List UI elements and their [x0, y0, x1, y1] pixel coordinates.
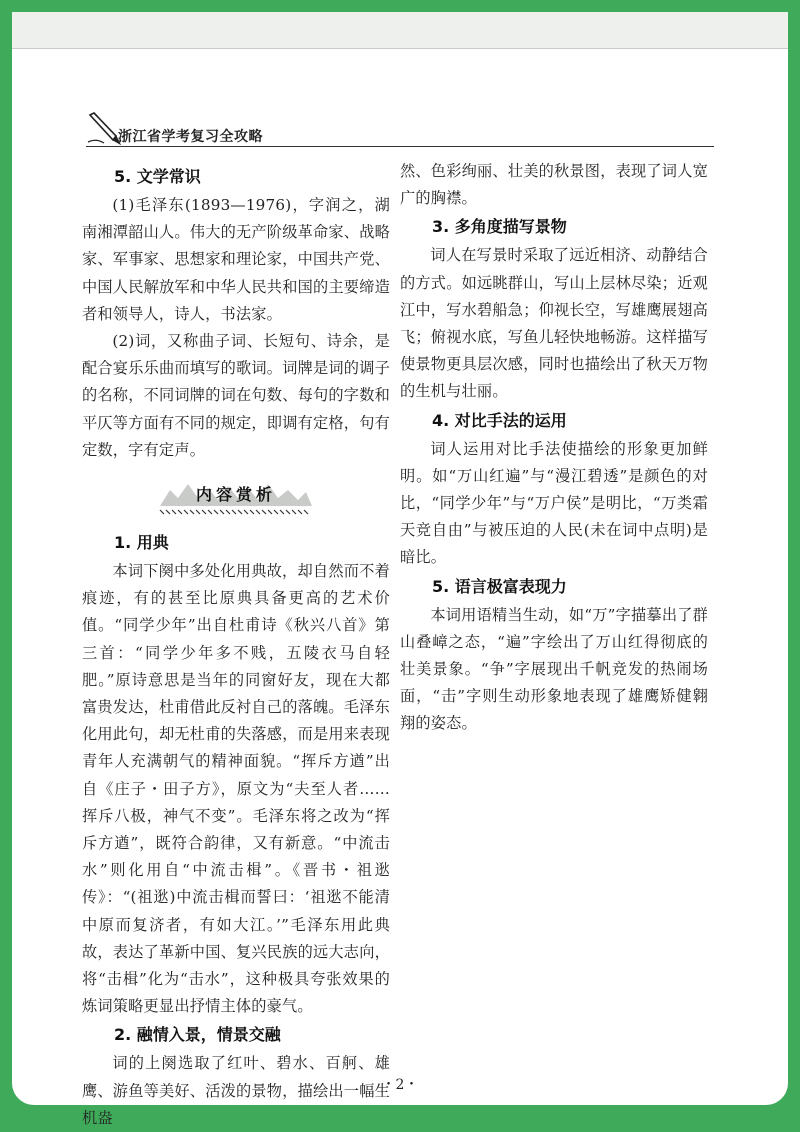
page — [12, 12, 788, 1127]
paragraph-scene-end: 然、色彩绚丽、壮美的秋景图，表现了词人宽广的胸襟。 — [400, 162, 708, 208]
banner-title: 内容赏析 — [195, 485, 276, 505]
paragraph-allusion: 本词下阕中多处化用典故，却自然而不着痕迹，有的甚至比原典具备更高的艺术价值。“同学少年”出自杜甫诗《秋兴八首》第三首：“同学少年多不贱，五陵衣马自轻肥。”原诗意思是当年的同窗好友，现在大都富贵发达，杜甫借此反衬自己的落魄。毛泽东化用此句，却无杜甫的失落感，而是用来表现青年人充满朝气的精神面貌。“挥斥方遒”出自《庄子・田子方》，原文为“夫至人者……挥斥八极，神气不变”。毛泽东将之改为“挥斥方遒”，既符合韵律，又有新意。“中流击水”则化用自“中流击楫”。《晋书・祖逖传》：“(祖逖)中流击楫而誓曰：‘祖逖不能清中原而复济者，有如大江。’”毛泽东用此典故，表达了革新中国、复兴民族的远大志向，将“击楫”化为“击水”，这种极具夸张效果的炼词策略更显出抒情主体的豪气。 — [82, 562, 390, 1016]
section-heading-scene: 2. 融情入景，情景交融 — [114, 1025, 281, 1045]
right-column — [400, 158, 708, 738]
section-heading-literature: 5. 文学常识 — [114, 167, 201, 186]
paragraph-author: (1)毛泽东(1893—1976)，字润之，湖南湘潭韶山人。伟大的无产阶级革命家、战略家、军事家、思想家和理论家，中国共产党、中国人民解放军和中华人民共和国的主要缔造者和领导人，诗人，书法家。 — [82, 196, 390, 323]
section-heading-contrast: 4. 对比手法的运用 — [432, 410, 567, 430]
page-number: ・2・ — [381, 1077, 419, 1093]
paragraph-language: 本词用语精当生动，如“万”字描摹出了群山叠嶂之态，“遍”字绘出了万山红得彻底的壮美景象。“争”字展现出千帆竞发的热闹场面，“击”字则生动形象地表现了雄鹰矫健翱翔的姿态。 — [400, 605, 708, 733]
left-column — [82, 162, 390, 1132]
header-title: 浙江省学考复习全攻略 — [118, 129, 263, 145]
page-header — [86, 112, 714, 147]
section-heading-allusion: 1. 用典 — [114, 533, 169, 553]
paragraph-scene-start: 词的上阕选取了红叶、碧水、百舸、雄鹰、游鱼等美好、活泼的景物，描绘出一幅生机盎 — [82, 1054, 390, 1127]
top-band — [12, 12, 788, 49]
section-heading-angles: 3. 多角度描写景物 — [432, 217, 567, 237]
paragraph-ci: (2)词，又称曲子词、长短句、诗余，是配合宴乐乐曲而填写的歌词。词牌是词的调子的名称，不同词牌的词在句数、每句的字数和平仄等方面有不同的规定，即调有定格，句有定数，字有定声。 — [82, 332, 390, 459]
pen-icon — [86, 112, 122, 146]
section-banner — [82, 474, 390, 520]
paragraph-contrast: 词人运用对比手法使描绘的形象更加鲜明。如“万山红遍”与“漫江碧透”是颜色的对比，“同学少年”与“万户侯”是明比，“万类霜天竞自由”与被压迫的人民(未在词中点明)是暗比。 — [400, 439, 708, 567]
section-heading-language: 5. 语言极富表现力 — [432, 576, 567, 596]
paragraph-angles: 词人在写景时采取了远近相济、动静结合的方式。如远眺群山，写山上层林尽染；近观江中，写水碧船急；仰视长空，写雄鹰展翅高飞；俯视水底，写鱼儿轻快地畅游。这样描写使景物更具层次感，同时也描绘出了秋天万物的生机与壮丽。 — [400, 246, 708, 401]
